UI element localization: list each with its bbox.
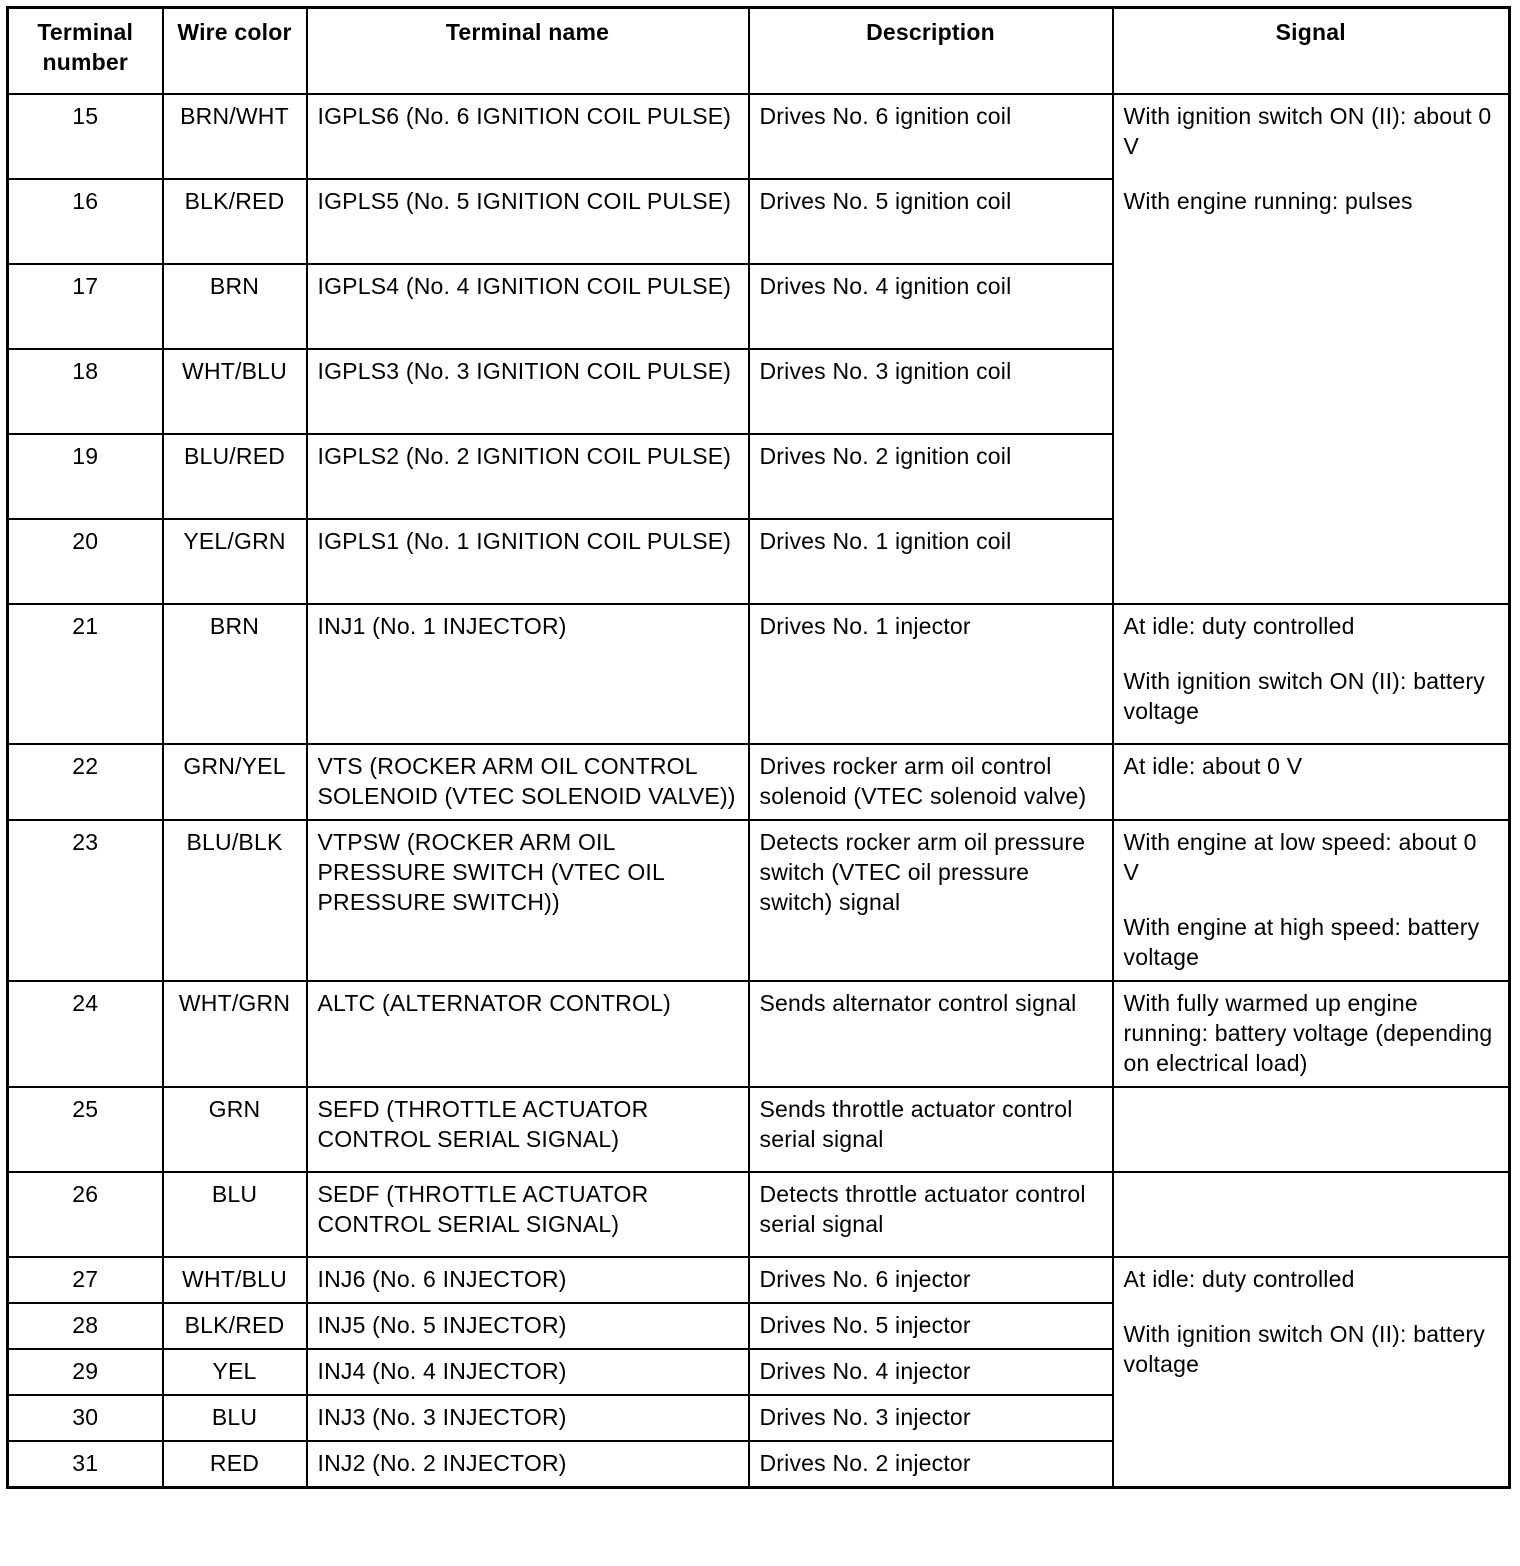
wire-color: BLU bbox=[163, 1395, 307, 1441]
wire-color: WHT/BLU bbox=[163, 1257, 307, 1303]
description: Sends throttle actuator control serial signal bbox=[749, 1087, 1113, 1172]
signal-empty bbox=[1113, 1172, 1510, 1257]
terminal-number: 17 bbox=[8, 264, 163, 349]
description: Drives No. 5 injector bbox=[749, 1303, 1113, 1349]
table-row bbox=[8, 1257, 1510, 1303]
wire-color: BRN/WHT bbox=[163, 94, 307, 179]
terminal-number: 27 bbox=[8, 1257, 163, 1303]
wire-color: WHT/GRN bbox=[163, 981, 307, 1087]
wire-color: YEL/GRN bbox=[163, 519, 307, 604]
terminal-name: IGPLS4 (No. 4 IGNITION COIL PULSE) bbox=[307, 264, 749, 349]
signal-text: With ignition switch ON (II): about 0 V bbox=[1123, 103, 1492, 159]
terminal-name: INJ4 (No. 4 INJECTOR) bbox=[307, 1349, 749, 1395]
wire-color: YEL bbox=[163, 1349, 307, 1395]
signal-empty bbox=[1113, 1087, 1510, 1172]
signal-text: With engine running: pulses bbox=[1123, 188, 1413, 214]
signal-text: With ignition switch ON (II): battery voltage bbox=[1123, 1321, 1485, 1377]
table-row bbox=[8, 1172, 1510, 1257]
terminal-name: SEFD (THROTTLE ACTUATOR CONTROL SERIAL SIGNAL) bbox=[307, 1087, 749, 1172]
terminal-number: 21 bbox=[8, 604, 163, 744]
signal-text: At idle: duty controlled bbox=[1123, 1266, 1355, 1292]
terminal-number: 30 bbox=[8, 1395, 163, 1441]
wire-color: BLU/RED bbox=[163, 434, 307, 519]
table-row bbox=[8, 981, 1510, 1087]
terminal-number: 25 bbox=[8, 1087, 163, 1172]
signal-text: At idle: duty controlled bbox=[1123, 613, 1355, 639]
terminal-number: 23 bbox=[8, 820, 163, 981]
description: Drives No. 6 injector bbox=[749, 1257, 1113, 1303]
terminal-name: SEDF (THROTTLE ACTUATOR CONTROL SERIAL SIGNAL) bbox=[307, 1172, 749, 1257]
description: Sends alternator control signal bbox=[749, 981, 1113, 1087]
terminal-name: IGPLS5 (No. 5 IGNITION COIL PULSE) bbox=[307, 179, 749, 264]
wire-color: GRN bbox=[163, 1087, 307, 1172]
header-description: Description bbox=[749, 8, 1113, 95]
description: Detects throttle actuator control serial signal bbox=[749, 1172, 1113, 1257]
wire-color: RED bbox=[163, 1441, 307, 1488]
table-row bbox=[8, 744, 1510, 820]
terminal-number: 16 bbox=[8, 179, 163, 264]
signal-text: With engine at high speed: battery voltage bbox=[1123, 914, 1480, 970]
table-row bbox=[8, 820, 1510, 981]
signal-text: With engine at low speed: about 0 V bbox=[1123, 829, 1477, 885]
header-wire-color: Wire color bbox=[163, 8, 307, 95]
description: Drives No. 4 ignition coil bbox=[749, 264, 1113, 349]
terminal-name: INJ3 (No. 3 INJECTOR) bbox=[307, 1395, 749, 1441]
terminal-number: 24 bbox=[8, 981, 163, 1087]
table-row bbox=[8, 1087, 1510, 1172]
terminal-name: ALTC (ALTERNATOR CONTROL) bbox=[307, 981, 749, 1087]
signal-vtpsw bbox=[1113, 820, 1510, 981]
description: Drives No. 3 ignition coil bbox=[749, 349, 1113, 434]
header-terminal-name: Terminal name bbox=[307, 8, 749, 95]
header-signal: Signal bbox=[1113, 8, 1510, 95]
terminal-number: 20 bbox=[8, 519, 163, 604]
terminal-number: 19 bbox=[8, 434, 163, 519]
wire-color: WHT/BLU bbox=[163, 349, 307, 434]
description: Drives No. 1 injector bbox=[749, 604, 1113, 744]
signal-text: With fully warmed up engine running: battery voltage (depending on electrical load) bbox=[1123, 990, 1493, 1076]
terminal-name: IGPLS6 (No. 6 IGNITION COIL PULSE) bbox=[307, 94, 749, 179]
terminal-number: 26 bbox=[8, 1172, 163, 1257]
description: Drives No. 5 ignition coil bbox=[749, 179, 1113, 264]
description: Detects rocker arm oil pressure switch (VTEC oil pressure switch) signal bbox=[749, 820, 1113, 981]
terminal-name: IGPLS3 (No. 3 IGNITION COIL PULSE) bbox=[307, 349, 749, 434]
description: Drives No. 3 injector bbox=[749, 1395, 1113, 1441]
terminal-number: 18 bbox=[8, 349, 163, 434]
signal-altc bbox=[1113, 981, 1510, 1087]
table-row bbox=[8, 94, 1510, 179]
wire-color: BLK/RED bbox=[163, 1303, 307, 1349]
wire-color: BRN bbox=[163, 264, 307, 349]
signal-text: At idle: about 0 V bbox=[1123, 753, 1303, 779]
terminal-number: 22 bbox=[8, 744, 163, 820]
terminal-name: INJ6 (No. 6 INJECTOR) bbox=[307, 1257, 749, 1303]
description: Drives No. 4 injector bbox=[749, 1349, 1113, 1395]
terminal-table bbox=[6, 6, 1511, 1489]
table-row bbox=[8, 604, 1510, 744]
terminal-number: 31 bbox=[8, 1441, 163, 1488]
description: Drives No. 1 ignition coil bbox=[749, 519, 1113, 604]
terminal-number: 29 bbox=[8, 1349, 163, 1395]
terminal-name: INJ1 (No. 1 INJECTOR) bbox=[307, 604, 749, 744]
header-row bbox=[8, 8, 1510, 95]
signal-ignition-coils bbox=[1113, 94, 1510, 604]
description: Drives rocker arm oil control solenoid (VTEC solenoid valve) bbox=[749, 744, 1113, 820]
terminal-name: IGPLS2 (No. 2 IGNITION COIL PULSE) bbox=[307, 434, 749, 519]
description: Drives No. 2 injector bbox=[749, 1441, 1113, 1488]
terminal-name: INJ2 (No. 2 INJECTOR) bbox=[307, 1441, 749, 1488]
terminal-name: VTS (ROCKER ARM OIL CONTROL SOLENOID (VTEC SOLENOID VALVE)) bbox=[307, 744, 749, 820]
signal-injector-1 bbox=[1113, 604, 1510, 744]
terminal-number: 15 bbox=[8, 94, 163, 179]
wire-color: BLU/BLK bbox=[163, 820, 307, 981]
signal-vts bbox=[1113, 744, 1510, 820]
wire-color: GRN/YEL bbox=[163, 744, 307, 820]
description: Drives No. 6 ignition coil bbox=[749, 94, 1113, 179]
wire-color: BLK/RED bbox=[163, 179, 307, 264]
signal-injectors bbox=[1113, 1257, 1510, 1488]
terminal-name: INJ5 (No. 5 INJECTOR) bbox=[307, 1303, 749, 1349]
terminal-name: IGPLS1 (No. 1 IGNITION COIL PULSE) bbox=[307, 519, 749, 604]
terminal-number: 28 bbox=[8, 1303, 163, 1349]
description: Drives No. 2 ignition coil bbox=[749, 434, 1113, 519]
terminal-name: VTPSW (ROCKER ARM OIL PRESSURE SWITCH (VTEC OIL PRESSURE SWITCH)) bbox=[307, 820, 749, 981]
wire-color: BRN bbox=[163, 604, 307, 744]
header-terminal-number: Terminal number bbox=[8, 8, 163, 95]
wire-color: BLU bbox=[163, 1172, 307, 1257]
signal-text: With ignition switch ON (II): battery voltage bbox=[1123, 668, 1485, 724]
